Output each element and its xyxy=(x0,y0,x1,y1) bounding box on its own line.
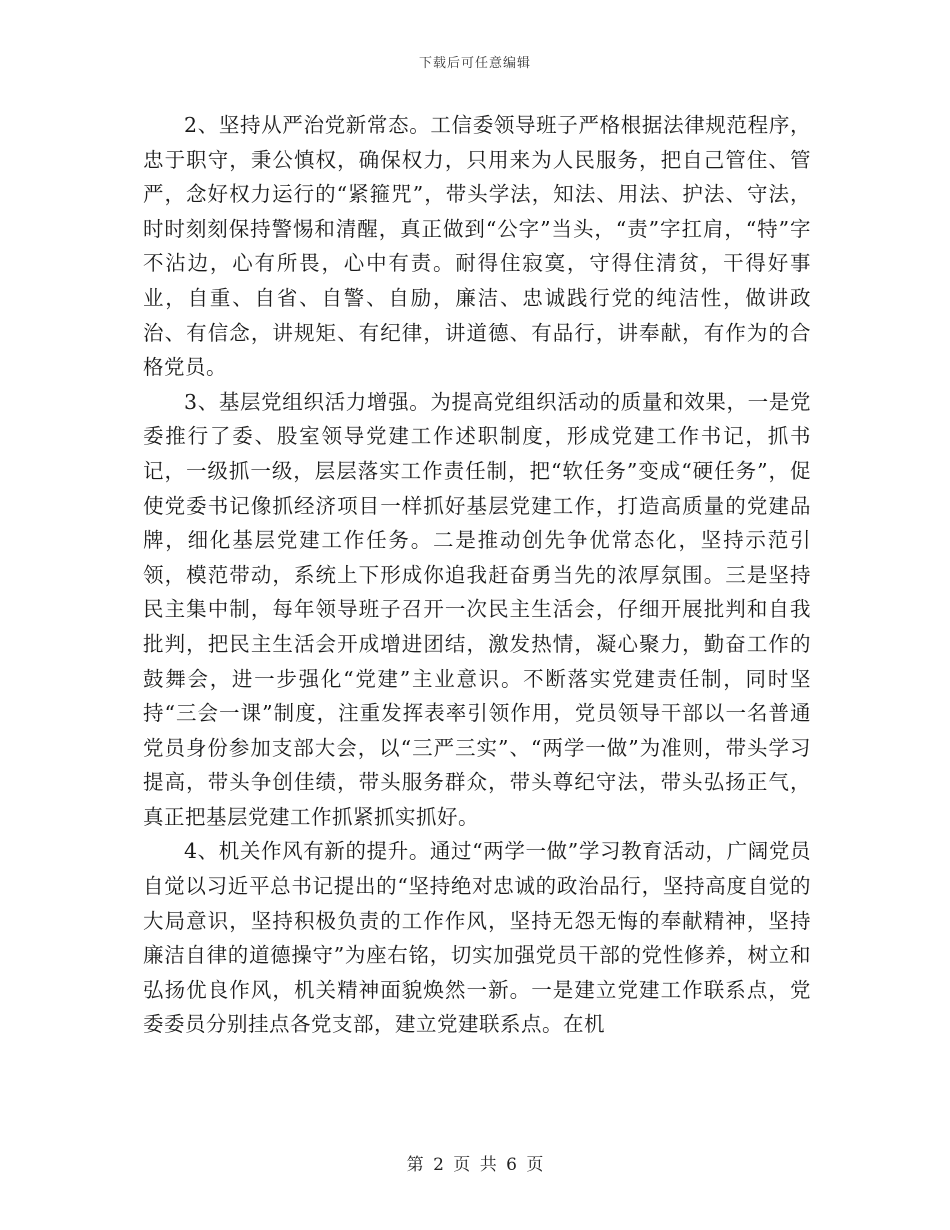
document-body xyxy=(143,108,811,1042)
paragraph-2: 2、坚持从严治党新常态。工信委领导班子严格根据法律规范程序，忠于职守，秉公慎权，确保权力，只用来为人民服务，把自己管住、管严，念好权力运行的“紧箍咒”，带头学法，知法、用法、护法、守法，时时刻刻保持警惕和清醒，真正做到“公字”当头，“责”字扛肩，“特”字不沾边，心有所畏，心中有责。耐得住寂寞，守得住清贫，干得好事业，自重、自省、自警、自励，廉洁、忠诚践行党的纯洁性，做讲政治、有信念，讲规矩、有纪律，讲道德、有品行，讲奉献，有作为的合格党员。 xyxy=(143,113,811,380)
page-number: 第 2 页 共 6 页 xyxy=(406,1155,544,1175)
paragraph-4: 4、机关作风有新的提升。通过“两学一做”学习教育活动，广阔党员自觉以习近平总书记提出的“坚持绝对忠诚的政治品行，坚持高度自觉的大局意识，坚持积极负责的工作作风，坚持无怨无悔的奉献精神，坚持廉洁自律的道德操守”为座右铭，切实加强党员干部的党性修养，树立和弘扬优良作风，机关精神面貌焕然一新。一是建立党建工作联系点，党委委员分别挂点各党支部，建立党建联系点。在机 xyxy=(143,839,811,1037)
page-header: 下载后可任意编辑 xyxy=(418,56,531,71)
paragraph-3: 3、基层党组织活力增强。为提高党组织活动的质量和效果，一是党委推行了委、股室领导党建工作述职制度，形成党建工作书记，抓书记，一级抓一级，层层落实工作责任制，把“软任务”变成“硬任务”，促使党委书记像抓经济项目一样抓好基层党建工作，打造高质量的党建品牌，细化基层党建工作任务。二是推动创先争优常态化，坚持示范引领，模范带动，系统上下形成你追我赶奋勇当先的浓厚氛围。三是坚持民主集中制，每年领导班子召开一次民主生活会，仔细开展批判和自我批判，把民主生活会开成增进团结，激发热情，凝心聚力，勤奋工作的鼓舞会，进一步强化“党建”主业意识。不断落实党建责任制，同时坚持“三会一课”制度，注重发挥表率引领作用，党员领导干部以一名普通党员身份参加支部大会，以“三严三实”、“两学一做”为准则，带头学习提高，带头争创佳绩，带头服务群众，带头尊纪守法，带头弘扬正气，真正把基层党建工作抓紧抓实抓好。 xyxy=(143,389,811,829)
